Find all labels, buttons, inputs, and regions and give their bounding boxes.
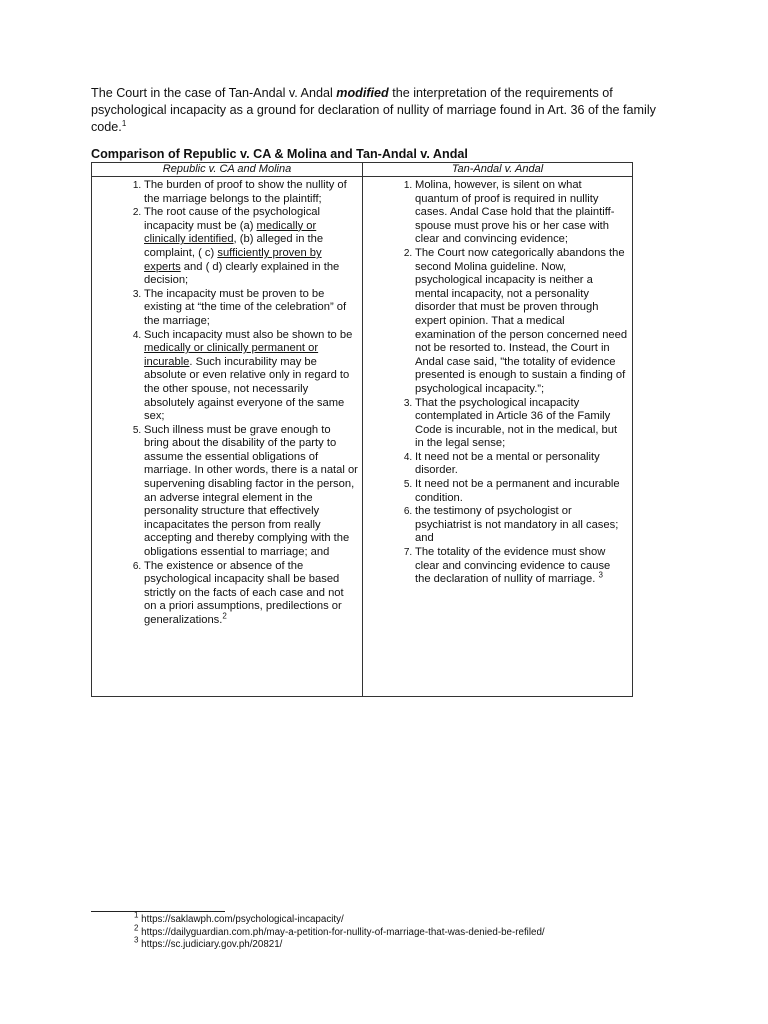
- intro-paragraph: [91, 85, 681, 136]
- list-item: [144, 288, 358, 329]
- footnotes: [134, 910, 694, 952]
- footnote-ref: 3: [598, 570, 603, 580]
- item-text: That the psychological incapacity contemplated in Article 36 of the Family Code is incurable, not in the medical, but in the legal sense;: [415, 396, 618, 450]
- list-item: [144, 329, 358, 424]
- intro-text-after: the interpretation of the requirements of psychological incapacity as a ground for declaration of nullity of marriage found in Art. 36 of the family code.: [91, 86, 656, 134]
- item-text: The Court now categorically abandons the second Molina guideline. Now, psychological incapacity is neither a mental incapacity, not a personality disorder that must be proven through expert opinion. That a medical examination of the person concerned need not be resorted to. Instead, the Court in Andal case said, "the totality of evidence presented is enough to sustain a finding of psychological incapacity.”;: [415, 246, 628, 395]
- andal-list: [363, 179, 628, 587]
- intro-text-before: The Court in the case of Tan-Andal v. Andal: [91, 86, 337, 100]
- column-header-andal: Tan-Andal v. Andal: [363, 163, 633, 177]
- molina-list: [92, 179, 358, 628]
- footnote-link[interactable]: https://sc.judiciary.gov.ph/20821/: [138, 939, 283, 950]
- item-text: The burden of proof to show the nullity of the marriage belongs to the plaintiff;: [144, 179, 347, 205]
- intro-emphasis: modified: [336, 86, 389, 100]
- table-row: [92, 177, 633, 697]
- item-text: It need not be a permanent and incurable condition.: [415, 478, 620, 504]
- footnote-link[interactable]: https://saklawph.com/psychological-incapacity/: [138, 914, 344, 925]
- list-item: [144, 424, 358, 560]
- item-text: , (b) alleged in the complaint, ( c): [144, 233, 324, 259]
- footnote-ref: 2: [222, 611, 227, 621]
- molina-cell: [92, 177, 363, 697]
- underlined-text: medically or clinically permanent or incurable: [144, 342, 319, 368]
- underlined-text: medically or clinically identified: [144, 219, 317, 246]
- list-item: [415, 451, 628, 478]
- list-item: [415, 478, 628, 505]
- footnote-3: [134, 935, 694, 952]
- table-title: Comparison of Republic v. CA & Molina and Tan-Andal v. Andal: [91, 147, 468, 161]
- item-text: The incapacity must be proven to be existing at “the time of the celebration” of the marriage;: [144, 287, 347, 327]
- item-text: The root cause of the psychological incapacity must be (a): [144, 206, 320, 232]
- underlined-text: sufficiently proven by experts: [144, 246, 322, 273]
- list-item: [415, 505, 628, 546]
- column-header-molina: Republic v. CA and Molina: [92, 163, 363, 177]
- item-text: The totality of the evidence must show clear and convincing evidence to cause the declaration of nullity of marriage.: [415, 546, 611, 586]
- list-item: [144, 179, 358, 206]
- list-item: [144, 206, 358, 288]
- footnote-number: 3: [134, 935, 139, 945]
- list-item: [415, 397, 628, 451]
- footnote-link[interactable]: https://dailyguardian.com.ph/may-a-petition-for-nullity-of-marriage-that-was-denied-be-refiled/: [138, 926, 545, 938]
- item-text: It need not be a mental or personality disorder.: [415, 450, 600, 477]
- list-item: [415, 179, 628, 247]
- footnote-divider: [91, 911, 225, 912]
- footnote-1: [134, 910, 694, 927]
- item-text: and ( d) clearly explained in the decision;: [144, 260, 340, 287]
- item-text: Molina, however, is silent on what quantum of proof is required in nullity cases. Andal Case hold that the plaintiff-spouse must prove his or her case with clear and convincing evidence;: [415, 179, 615, 246]
- item-text: Such incapacity must also be shown to be: [144, 328, 353, 341]
- item-text: Such illness must be grave enough to bring about the disability of the party to assume the essential obligations of marriage. In other words, there is a natal or supervening disabling factor in the person, an adverse integral element in the personality structure that effectively incapacitates the person from really accepting and thereby complying with the obligations essential to marriage; and: [144, 423, 358, 559]
- item-text: . Such incurability may be absolute or even relative only in regard to the other spouse, not necessarily absolutely against everyone of the same sex;: [144, 355, 350, 423]
- table-header-row: [92, 163, 633, 177]
- list-item: [415, 546, 628, 587]
- list-item: [415, 247, 628, 397]
- item-text: the testimony of psychologist or psychiatrist is not mandatory in all cases; and: [415, 505, 619, 545]
- footnote-number: 2: [134, 923, 139, 933]
- footnote-number: 1: [134, 910, 139, 920]
- list-item: [144, 560, 358, 628]
- footnote-2: [134, 923, 694, 940]
- comparison-table: [91, 162, 633, 697]
- footnote-ref: 1: [121, 118, 127, 128]
- item-text: The existence or absence of the psychological incapacity shall be based strictly on the facts of each case and not on a priori assumptions, predilections or generalizations.: [144, 559, 344, 626]
- andal-cell: [363, 177, 633, 697]
